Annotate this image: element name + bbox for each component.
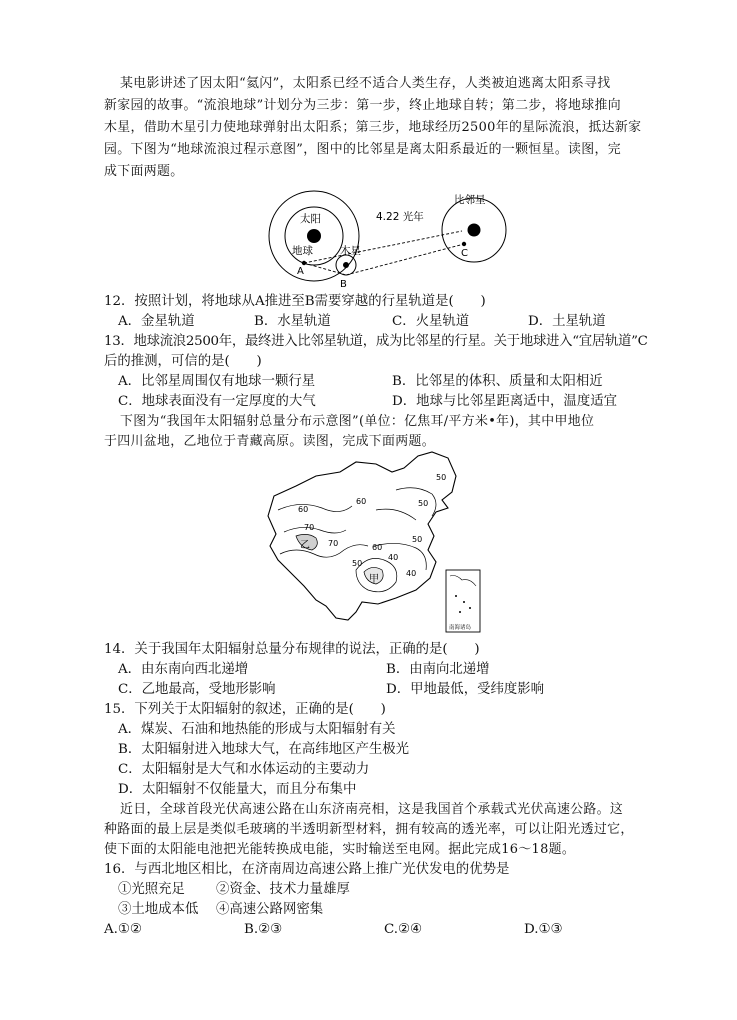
q14-option-d: D．甲地最低，受纬度影响 [386,682,545,697]
q16-option-a: A.①② [104,922,142,937]
path-a-to-b [304,263,346,275]
proxima-label: 比邻星 [454,194,486,206]
passage2-line-2: 于四川盆地，乙地位于青藏高原。读图，完成下面两题。 [104,434,436,449]
q14-option-a: A．由东南向西北递增 [118,662,249,677]
china-solar-radiation-map [256,450,488,638]
path-b-to-c [346,244,464,275]
q16-item-1: ①光照充足 [118,882,185,897]
passage1-line-2: 新家园的故事。“流浪地球”计划分为三步：第一步，终止地球自转；第二步，将地球推向 [104,98,622,113]
inset-label: 南海诸岛 [449,625,472,631]
q12-option-d: D．土星轨道 [528,314,606,329]
distance-label: 4.22 光年 [376,211,424,223]
q15-option-b: B．太阳辐射进入地球大气，在高纬地区产生极光 [118,742,410,757]
point-a-label: A [297,266,304,277]
q13-option-b: B．比邻星的体积、质量和太阳相近 [392,374,603,389]
passage1-line-5: 成下面两题。 [104,164,184,179]
contour-value-label: 60 [298,505,309,514]
q16-item-3: ③土地成本低 [118,902,199,917]
contour-value-label: 70 [328,539,339,548]
jupiter-icon [343,262,349,268]
contour-value-label: 40 [406,569,417,578]
q15-stem: 15．下列关于太阳辐射的叙述，正确的是( ) [104,702,386,717]
q15-option-c: C．太阳辐射是大气和水体运动的主要动力 [118,762,370,777]
island-icon [455,595,457,597]
contour-value-label: 50 [352,559,363,568]
earth-label: 地球 [292,245,313,257]
wandering-earth-diagram [268,186,520,290]
q16-item-4: ④高速公路网密集 [216,902,324,917]
contour-value-label: 70 [304,523,315,532]
q13-stem-line-2: 后的推测，可信的是( ) [104,354,262,369]
q16-option-d: D.①③ [524,922,563,937]
q15-option-d: D．太阳辐射不仅能量大，而且分布集中 [118,782,357,797]
yi-label: 乙 [300,540,310,551]
q14-option-b: B．由南向北递增 [386,662,490,677]
passage3-line-3: 使下面的太阳能电池把光能转换成电能，实时输送至电网。据此完成16～18题。 [104,842,576,857]
passage2-line-1: 下图为“我国年太阳辐射总量分布示意图”(单位：亿焦耳/平方米•年)，其中甲地位 [120,414,595,429]
island-icon [463,601,465,603]
proxima-star-icon [468,224,481,237]
contour-value-label: 50 [418,499,429,508]
sun-label: 太阳 [300,213,321,225]
q16-stem: 16．与西北地区相比，在济南周边高速公路上推广光伏发电的优势是 [104,862,510,877]
q16-item-2: ②资金、技术力量雄厚 [216,882,350,897]
contour-value-label: 40 [388,553,399,562]
q12-option-c: C．火星轨道 [392,314,470,329]
q13-stem-line-1: 13．地球流浪2500年，最终进入比邻星轨道，成为比邻星的行星。关于地球进入“宜居轨道”C [104,334,648,349]
island-icon [469,607,471,609]
passage1-line-4: 园。下图为“地球流浪过程示意图”，图中的比邻星是离太阳系最近的一颗恒星。读图，完 [104,142,622,157]
sun-icon [307,229,321,243]
passage3-line-2: 种路面的最上层是类似毛玻璃的半透明新型材料，拥有较高的透光率，可以让阳光透过它， [104,822,634,837]
point-c-label: C [461,248,468,259]
passage1-line-1: 某电影讲述了因太阳“氦闪”，太阳系已经不适合人类生存，人类被迫逃离太阳系寻找 [120,76,611,91]
q12-option-a: A．金星轨道 [118,314,195,329]
q13-option-a: A．比邻星周围仅有地球一颗行星 [118,374,316,389]
contour-value-label: 60 [356,497,367,506]
q16-option-c: C.②④ [384,922,423,937]
passage3-line-1: 近日，全球首段光伏高速公路在山东济南亮相，这是我国首个承载式光伏高速公路。这 [120,802,624,817]
jupiter-label: 木星 [340,245,361,257]
q13-option-c: C．地球表面没有一定厚度的大气 [118,394,316,409]
q14-option-c: C．乙地最高，受地形影响 [118,682,276,697]
q13-option-d: D．地球与比邻星距离适中，温度适宜 [392,394,617,409]
island-icon [459,611,461,613]
south-china-sea-inset [446,570,480,632]
q12-stem: 12．按照计划，将地球从A推进至B需要穿越的行星轨道是( ) [104,294,486,309]
jia-label: 甲 [369,574,379,585]
point-b-label: B [340,279,347,290]
q14-stem: 14．关于我国年太阳辐射总量分布规律的说法，正确的是( ) [104,642,480,657]
contour-value-label: 60 [372,543,383,552]
contour-value-label: 50 [412,535,423,544]
q12-option-b: B．水星轨道 [254,314,331,329]
path-a-to-proxima [304,231,462,263]
q16-option-b: B.②③ [244,922,283,937]
q15-option-a: A．煤炭、石油和地热能的形成与太阳辐射有关 [118,722,396,737]
passage1-line-3: 木星，借助木星引力使地球弹射出太阳系；第三步，地球经历2500年的星际流浪，抵达新家 [104,120,642,135]
contour-value-label: 50 [436,473,447,482]
